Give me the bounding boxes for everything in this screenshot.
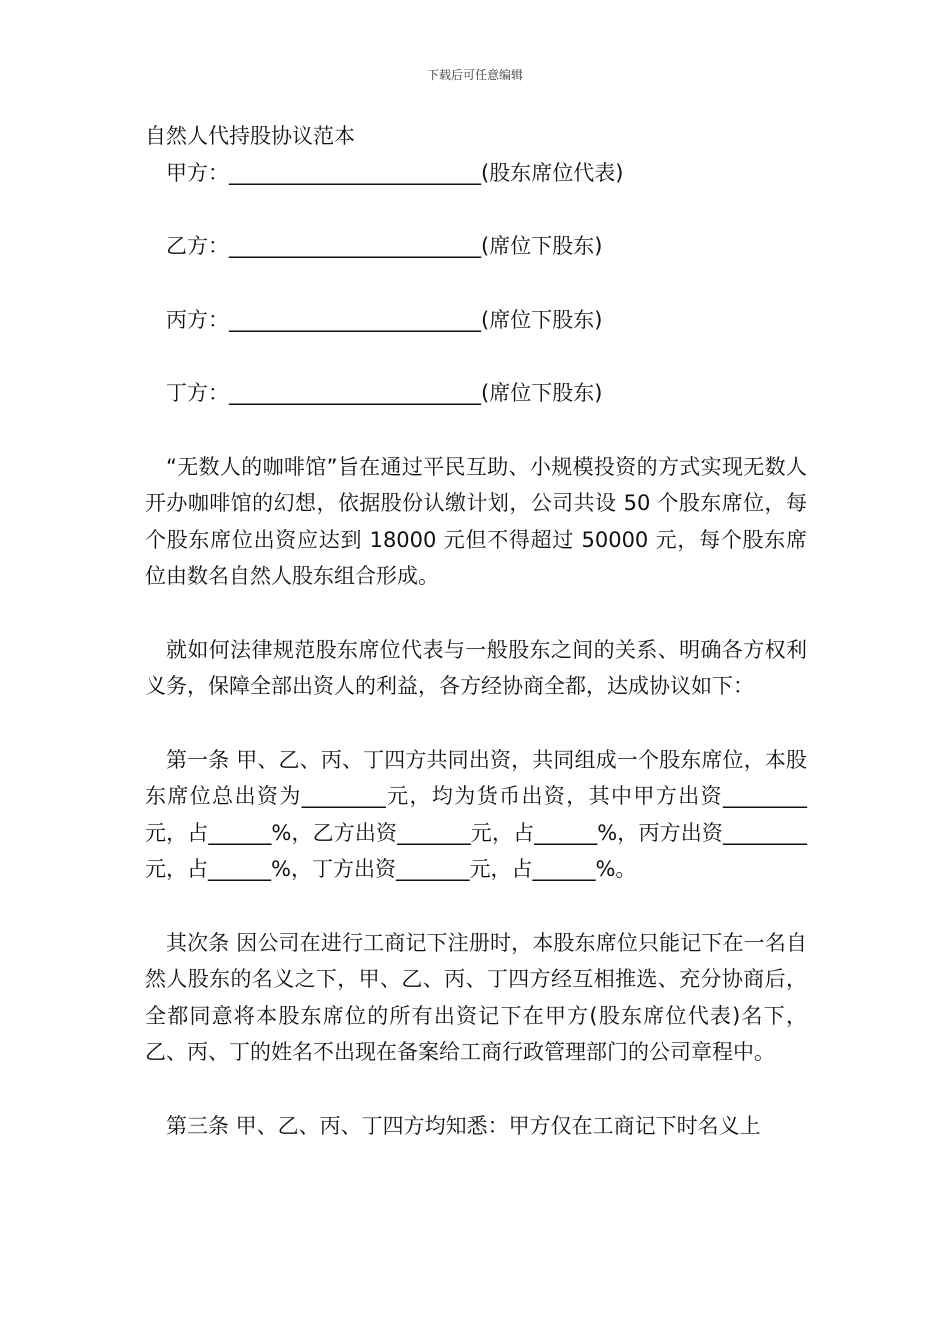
party-yi: 乙方：________________________(席位下股东) [166, 234, 603, 258]
article-1: 第一条 甲、乙、丙、丁四方共同出资，共同组成一个股东席位，本股东席位总出资为________元，均为货币出资，其中甲方出资________元，占______%，乙方出资_______元，占______%，丙方出资________元，占______%，丁方出资_______元，占______%。 [145, 747, 807, 881]
document-title: 自然人代持股协议范本 [145, 124, 355, 148]
party-bing: 丙方：________________________(席位下股东) [166, 307, 603, 332]
purpose-paragraph: 就如何法律规范股东席位代表与一般股东之间的关系、明确各方权利义务，保障全部出资人的利益，各方经协商全都，达成协议如下： [145, 637, 807, 698]
page-header: 下载后可任意编辑 [426, 68, 523, 82]
article-2: 其次条 因公司在进行工商记下注册时，本股东席位只能记下在一名自然人股东的名义之下，甲、乙、丙、丁四方经互相推选、充分协商后，全都同意将本股东席位的所有出资记下在甲方(股东席位代表)名下，乙、丙、丁的姓名不出现在备案给工商行政管理部门的公司章程中。 [145, 930, 807, 1064]
party-ding: 丁方：________________________(席位下股东) [166, 381, 603, 405]
document-body [145, 118, 807, 1144]
article-3: 第三条 甲、乙、丙、丁四方均知悉：甲方仅在工商记下时名义上 [166, 1113, 761, 1138]
intro-paragraph: “无数人的咖啡馆”旨在通过平民互助、小规模投资的方式实现无数人开办咖啡馆的幻想，依据股份认缴计划，公司共设 50 个股东席位，每个股东席位出资应达到 18000 元但不得超过 50000 元，每个股东席位由数名自然人股东组合形成。 [145, 454, 807, 588]
party-jia: 甲方：________________________(股东席位代表) [166, 160, 624, 185]
